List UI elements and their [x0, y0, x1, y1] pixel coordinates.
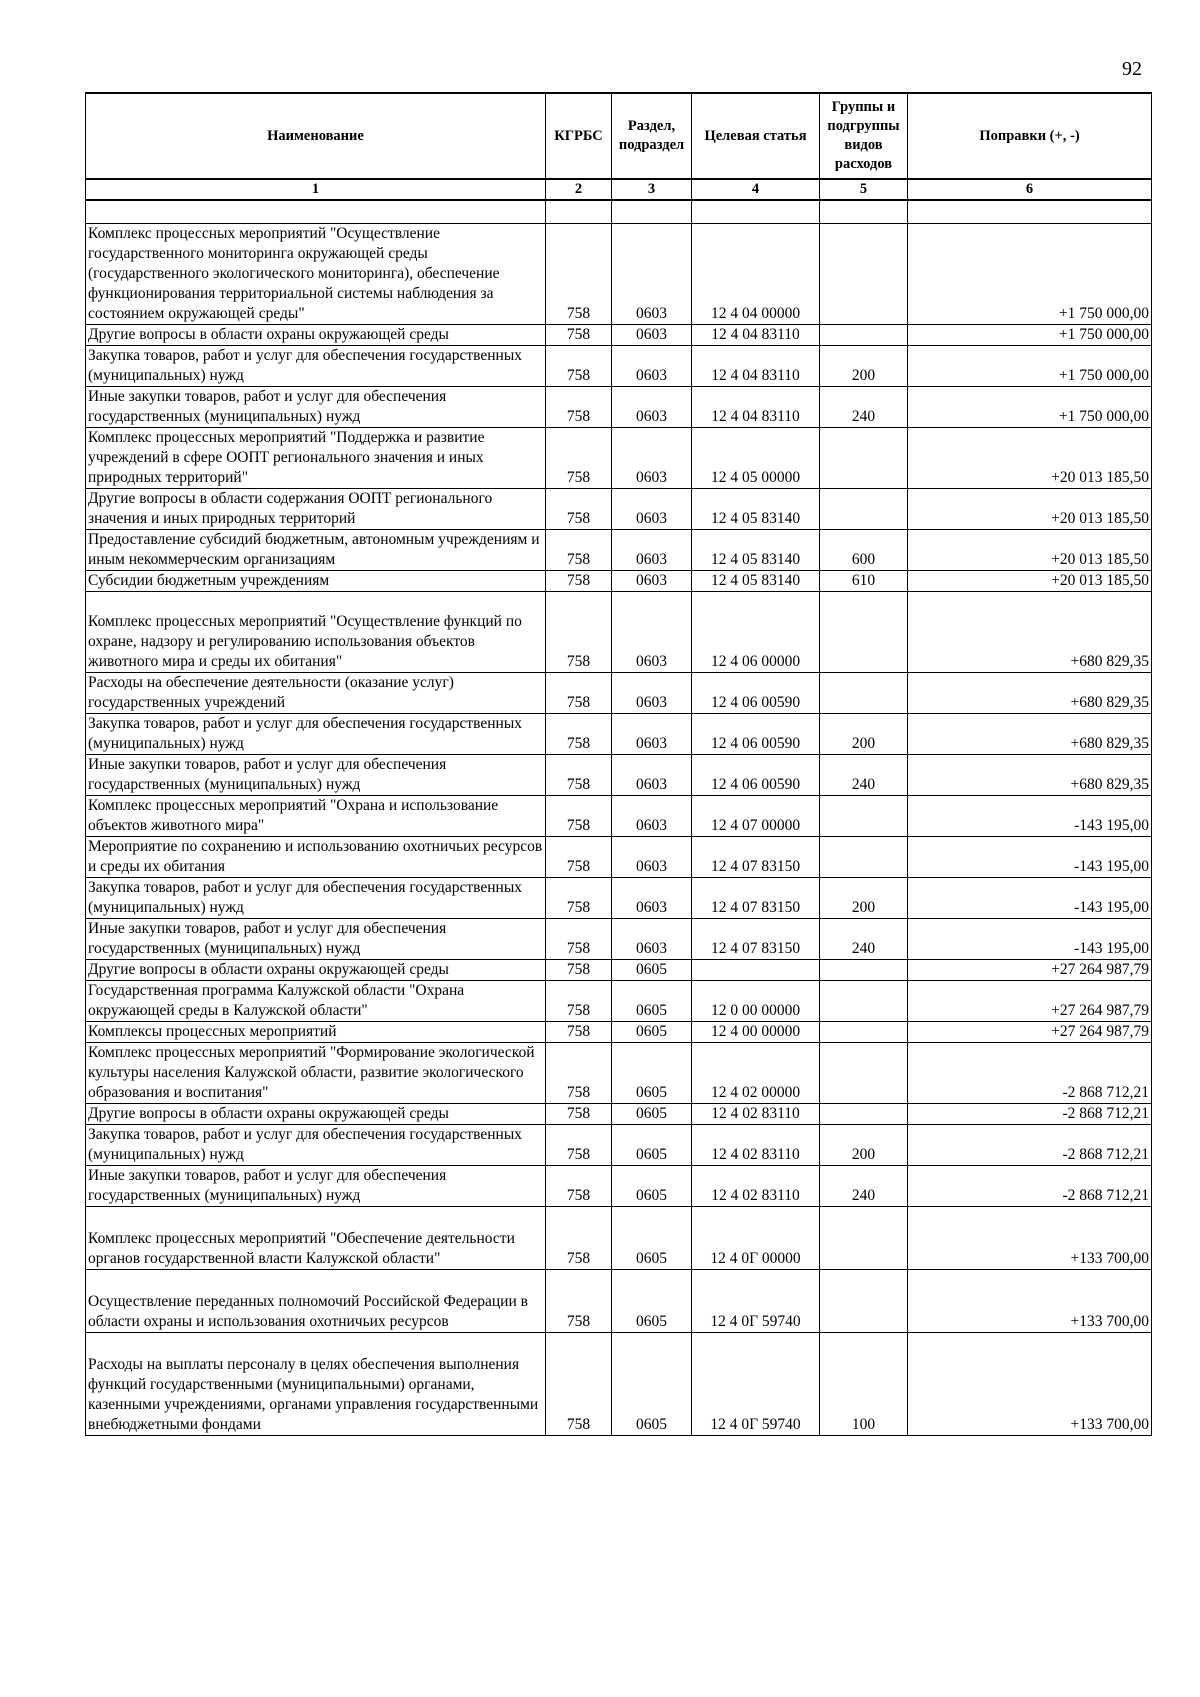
- budget-table: [85, 92, 1152, 1436]
- table-row: [86, 837, 1152, 878]
- row-target-article: 12 4 0Г 59740: [692, 1270, 820, 1333]
- row-kgrbs: 758: [546, 1022, 612, 1043]
- row-kgrbs: 758: [546, 981, 612, 1022]
- row-expense-group: [820, 224, 908, 325]
- row-amount: +680 829,35: [908, 592, 1152, 673]
- column-number: 3: [612, 179, 692, 200]
- row-section: 0605: [612, 1207, 692, 1270]
- row-amount: +680 829,35: [908, 673, 1152, 714]
- row-name: Закупка товаров, работ и услуг для обеспечения государственных (муниципальных) нужд: [86, 714, 546, 755]
- table-row: [86, 1207, 1152, 1270]
- table-row: [86, 960, 1152, 981]
- header-section: Раздел, подраздел: [612, 93, 692, 179]
- column-number: 1: [86, 179, 546, 200]
- row-expense-group: 240: [820, 387, 908, 428]
- table-row: [86, 346, 1152, 387]
- row-amount: +133 700,00: [908, 1270, 1152, 1333]
- row-section: 0603: [612, 837, 692, 878]
- row-target-article: 12 4 07 83150: [692, 878, 820, 919]
- row-amount: -143 195,00: [908, 837, 1152, 878]
- row-name: Комплекс процессных мероприятий "Формирование экологической культуры населения Калужской области, развитие экологического образования и воспитания": [86, 1043, 546, 1104]
- row-expense-group: [820, 428, 908, 489]
- table-row: [86, 530, 1152, 571]
- table-row: [86, 571, 1152, 592]
- row-amount: -2 868 712,21: [908, 1104, 1152, 1125]
- header-expense-group: Группы и подгруппы видов расходов: [820, 93, 908, 179]
- row-section: 0603: [612, 878, 692, 919]
- row-expense-group: [820, 1104, 908, 1125]
- row-expense-group: [820, 796, 908, 837]
- table-row: [86, 714, 1152, 755]
- table-row: [86, 1043, 1152, 1104]
- column-number: 4: [692, 179, 820, 200]
- row-amount: -2 868 712,21: [908, 1166, 1152, 1207]
- row-name: Осуществление переданных полномочий Российской Федерации в области охраны и использования охотничьих ресурсов: [86, 1270, 546, 1333]
- table-row: [86, 428, 1152, 489]
- row-section: 0603: [612, 325, 692, 346]
- row-target-article: 12 4 0Г 00000: [692, 1207, 820, 1270]
- row-name: Закупка товаров, работ и услуг для обеспечения государственных (муниципальных) нужд: [86, 878, 546, 919]
- spacer-row: [86, 200, 1152, 224]
- row-section: 0603: [612, 673, 692, 714]
- row-section: 0605: [612, 1104, 692, 1125]
- row-target-article: 12 4 05 83140: [692, 530, 820, 571]
- row-target-article: 12 4 04 83110: [692, 346, 820, 387]
- row-target-article: 12 4 07 00000: [692, 796, 820, 837]
- table-row: [86, 878, 1152, 919]
- row-section: 0603: [612, 796, 692, 837]
- row-amount: +680 829,35: [908, 714, 1152, 755]
- table-row: [86, 387, 1152, 428]
- table-row: [86, 489, 1152, 530]
- row-name: Расходы на выплаты персоналу в целях обеспечения выполнения функций государственными (муниципальными) органами, казенными учреждениями, органами управления государственными внебюджетными фондами: [86, 1333, 546, 1436]
- row-kgrbs: 758: [546, 224, 612, 325]
- header-target-article: Целевая статья: [692, 93, 820, 179]
- row-target-article: 12 4 05 00000: [692, 428, 820, 489]
- row-section: 0605: [612, 1270, 692, 1333]
- row-name: Иные закупки товаров, работ и услуг для обеспечения государственных (муниципальных) нужд: [86, 387, 546, 428]
- row-kgrbs: 758: [546, 714, 612, 755]
- row-amount: +27 264 987,79: [908, 981, 1152, 1022]
- row-name: Другие вопросы в области охраны окружающей среды: [86, 325, 546, 346]
- row-target-article: 12 4 06 00590: [692, 755, 820, 796]
- header-name: Наименование: [86, 93, 546, 179]
- row-expense-group: [820, 837, 908, 878]
- row-section: 0603: [612, 755, 692, 796]
- row-amount: +20 013 185,50: [908, 571, 1152, 592]
- row-kgrbs: 758: [546, 489, 612, 530]
- row-expense-group: 100: [820, 1333, 908, 1436]
- row-section: 0603: [612, 919, 692, 960]
- row-section: 0603: [612, 224, 692, 325]
- row-amount: +133 700,00: [908, 1207, 1152, 1270]
- table-row: [86, 325, 1152, 346]
- row-target-article: 12 4 04 83110: [692, 325, 820, 346]
- row-expense-group: [820, 1043, 908, 1104]
- header-kgrbs: КГРБС: [546, 93, 612, 179]
- row-target-article: 12 4 07 83150: [692, 837, 820, 878]
- table-row: [86, 224, 1152, 325]
- row-kgrbs: 758: [546, 387, 612, 428]
- row-name: Государственная программа Калужской области "Охрана окружающей среды в Калужской области": [86, 981, 546, 1022]
- row-name: Другие вопросы в области содержания ООПТ регионального значения и иных природных территорий: [86, 489, 546, 530]
- table-row: [86, 755, 1152, 796]
- table-row: [86, 1104, 1152, 1125]
- row-name: Расходы на обеспечение деятельности (оказание услуг) государственных учреждений: [86, 673, 546, 714]
- row-name: Комплекс процессных мероприятий "Осуществление государственного мониторинга окружающей среды (государственного экологического мониторинга), обеспечение функционирования территориальной системы наблюдения за состоянием окружающей среды": [86, 224, 546, 325]
- row-name: Предоставление субсидий бюджетным, автономным учреждениям и иным некоммерческим организациям: [86, 530, 546, 571]
- row-target-article: 12 4 04 00000: [692, 224, 820, 325]
- row-amount: -143 195,00: [908, 919, 1152, 960]
- row-kgrbs: 758: [546, 796, 612, 837]
- table-body: [86, 200, 1152, 1436]
- row-kgrbs: 758: [546, 1333, 612, 1436]
- row-section: 0603: [612, 571, 692, 592]
- column-number: 5: [820, 179, 908, 200]
- row-target-article: 12 4 04 83110: [692, 387, 820, 428]
- row-kgrbs: 758: [546, 1125, 612, 1166]
- row-section: 0605: [612, 1166, 692, 1207]
- table-row: [86, 1166, 1152, 1207]
- row-section: 0603: [612, 714, 692, 755]
- table-row: [86, 673, 1152, 714]
- table-row: [86, 1125, 1152, 1166]
- row-kgrbs: 758: [546, 755, 612, 796]
- table-row: [86, 1022, 1152, 1043]
- row-amount: -143 195,00: [908, 796, 1152, 837]
- row-target-article: 12 4 06 00590: [692, 673, 820, 714]
- row-name: Другие вопросы в области охраны окружающей среды: [86, 1104, 546, 1125]
- row-section: 0605: [612, 1043, 692, 1104]
- row-expense-group: [820, 1207, 908, 1270]
- row-expense-group: 610: [820, 571, 908, 592]
- row-section: 0603: [612, 489, 692, 530]
- row-name: Другие вопросы в области охраны окружающей среды: [86, 960, 546, 981]
- row-kgrbs: 758: [546, 1166, 612, 1207]
- table-header-row: [86, 93, 1152, 179]
- row-kgrbs: 758: [546, 325, 612, 346]
- row-amount: +20 013 185,50: [908, 428, 1152, 489]
- row-expense-group: 200: [820, 1125, 908, 1166]
- row-expense-group: 240: [820, 919, 908, 960]
- row-name: Субсидии бюджетным учреждениям: [86, 571, 546, 592]
- row-kgrbs: 758: [546, 346, 612, 387]
- row-section: 0603: [612, 346, 692, 387]
- row-amount: -2 868 712,21: [908, 1125, 1152, 1166]
- row-target-article: 12 4 02 83110: [692, 1125, 820, 1166]
- row-name: Иные закупки товаров, работ и услуг для обеспечения государственных (муниципальных) нужд: [86, 919, 546, 960]
- row-kgrbs: 758: [546, 960, 612, 981]
- header-amendments: Поправки (+, -): [908, 93, 1152, 179]
- column-number: 6: [908, 179, 1152, 200]
- column-number: 2: [546, 179, 612, 200]
- table-row: [86, 1270, 1152, 1333]
- column-number-row: [86, 179, 1152, 200]
- row-amount: +133 700,00: [908, 1333, 1152, 1436]
- row-name: Закупка товаров, работ и услуг для обеспечения государственных (муниципальных) нужд: [86, 346, 546, 387]
- row-target-article: 12 4 02 83110: [692, 1166, 820, 1207]
- row-section: 0603: [612, 428, 692, 489]
- row-target-article: [692, 960, 820, 981]
- page-number: 92: [1122, 58, 1142, 80]
- row-kgrbs: 758: [546, 1043, 612, 1104]
- row-name: Комплексы процессных мероприятий: [86, 1022, 546, 1043]
- row-target-article: 12 4 05 83140: [692, 571, 820, 592]
- row-section: 0605: [612, 1125, 692, 1166]
- row-expense-group: [820, 592, 908, 673]
- row-kgrbs: 758: [546, 530, 612, 571]
- row-section: 0605: [612, 981, 692, 1022]
- row-expense-group: [820, 489, 908, 530]
- row-kgrbs: 758: [546, 673, 612, 714]
- row-target-article: 12 0 00 00000: [692, 981, 820, 1022]
- row-expense-group: [820, 1022, 908, 1043]
- row-target-article: 12 4 02 00000: [692, 1043, 820, 1104]
- row-section: 0603: [612, 592, 692, 673]
- row-expense-group: 200: [820, 878, 908, 919]
- row-name: Комплекс процессных мероприятий "Охрана и использование объектов животного мира": [86, 796, 546, 837]
- row-expense-group: 200: [820, 714, 908, 755]
- row-expense-group: 240: [820, 755, 908, 796]
- row-amount: +1 750 000,00: [908, 224, 1152, 325]
- row-name: Комплекс процессных мероприятий "Осуществление функций по охране, надзору и регулированию использования объектов животного мира и среды их обитания": [86, 592, 546, 673]
- row-kgrbs: 758: [546, 919, 612, 960]
- row-amount: +1 750 000,00: [908, 325, 1152, 346]
- row-section: 0605: [612, 960, 692, 981]
- row-expense-group: [820, 960, 908, 981]
- row-expense-group: 600: [820, 530, 908, 571]
- row-name: Комплекс процессных мероприятий "Поддержка и развитие учреждений в сфере ООПТ регионального значения и иных природных территорий": [86, 428, 546, 489]
- row-expense-group: [820, 1270, 908, 1333]
- row-section: 0603: [612, 387, 692, 428]
- row-kgrbs: 758: [546, 1207, 612, 1270]
- row-expense-group: [820, 673, 908, 714]
- row-name: Иные закупки товаров, работ и услуг для обеспечения государственных (муниципальных) нужд: [86, 755, 546, 796]
- row-target-article: 12 4 00 00000: [692, 1022, 820, 1043]
- row-target-article: 12 4 0Г 59740: [692, 1333, 820, 1436]
- table-row: [86, 1333, 1152, 1436]
- row-target-article: 12 4 06 00000: [692, 592, 820, 673]
- table-row: [86, 592, 1152, 673]
- row-name: Иные закупки товаров, работ и услуг для обеспечения государственных (муниципальных) нужд: [86, 1166, 546, 1207]
- row-section: 0603: [612, 530, 692, 571]
- table-row: [86, 981, 1152, 1022]
- row-amount: +1 750 000,00: [908, 387, 1152, 428]
- row-amount: +27 264 987,79: [908, 1022, 1152, 1043]
- row-section: 0605: [612, 1022, 692, 1043]
- row-kgrbs: 758: [546, 837, 612, 878]
- row-kgrbs: 758: [546, 1270, 612, 1333]
- row-amount: -2 868 712,21: [908, 1043, 1152, 1104]
- row-amount: +27 264 987,79: [908, 960, 1152, 981]
- table-row: [86, 796, 1152, 837]
- row-amount: +1 750 000,00: [908, 346, 1152, 387]
- table-row: [86, 919, 1152, 960]
- row-name: Закупка товаров, работ и услуг для обеспечения государственных (муниципальных) нужд: [86, 1125, 546, 1166]
- row-kgrbs: 758: [546, 878, 612, 919]
- row-section: 0605: [612, 1333, 692, 1436]
- row-amount: +680 829,35: [908, 755, 1152, 796]
- row-expense-group: 240: [820, 1166, 908, 1207]
- row-target-article: 12 4 07 83150: [692, 919, 820, 960]
- row-expense-group: [820, 325, 908, 346]
- row-kgrbs: 758: [546, 571, 612, 592]
- row-name: Комплекс процессных мероприятий "Обеспечение деятельности органов государственной власти Калужской области": [86, 1207, 546, 1270]
- row-target-article: 12 4 06 00590: [692, 714, 820, 755]
- row-kgrbs: 758: [546, 592, 612, 673]
- row-name: Мероприятие по сохранению и использованию охотничьих ресурсов и среды их обитания: [86, 837, 546, 878]
- row-amount: +20 013 185,50: [908, 530, 1152, 571]
- row-amount: -143 195,00: [908, 878, 1152, 919]
- row-kgrbs: 758: [546, 1104, 612, 1125]
- row-expense-group: 200: [820, 346, 908, 387]
- row-kgrbs: 758: [546, 428, 612, 489]
- row-target-article: 12 4 05 83140: [692, 489, 820, 530]
- row-expense-group: [820, 981, 908, 1022]
- row-amount: +20 013 185,50: [908, 489, 1152, 530]
- row-target-article: 12 4 02 83110: [692, 1104, 820, 1125]
